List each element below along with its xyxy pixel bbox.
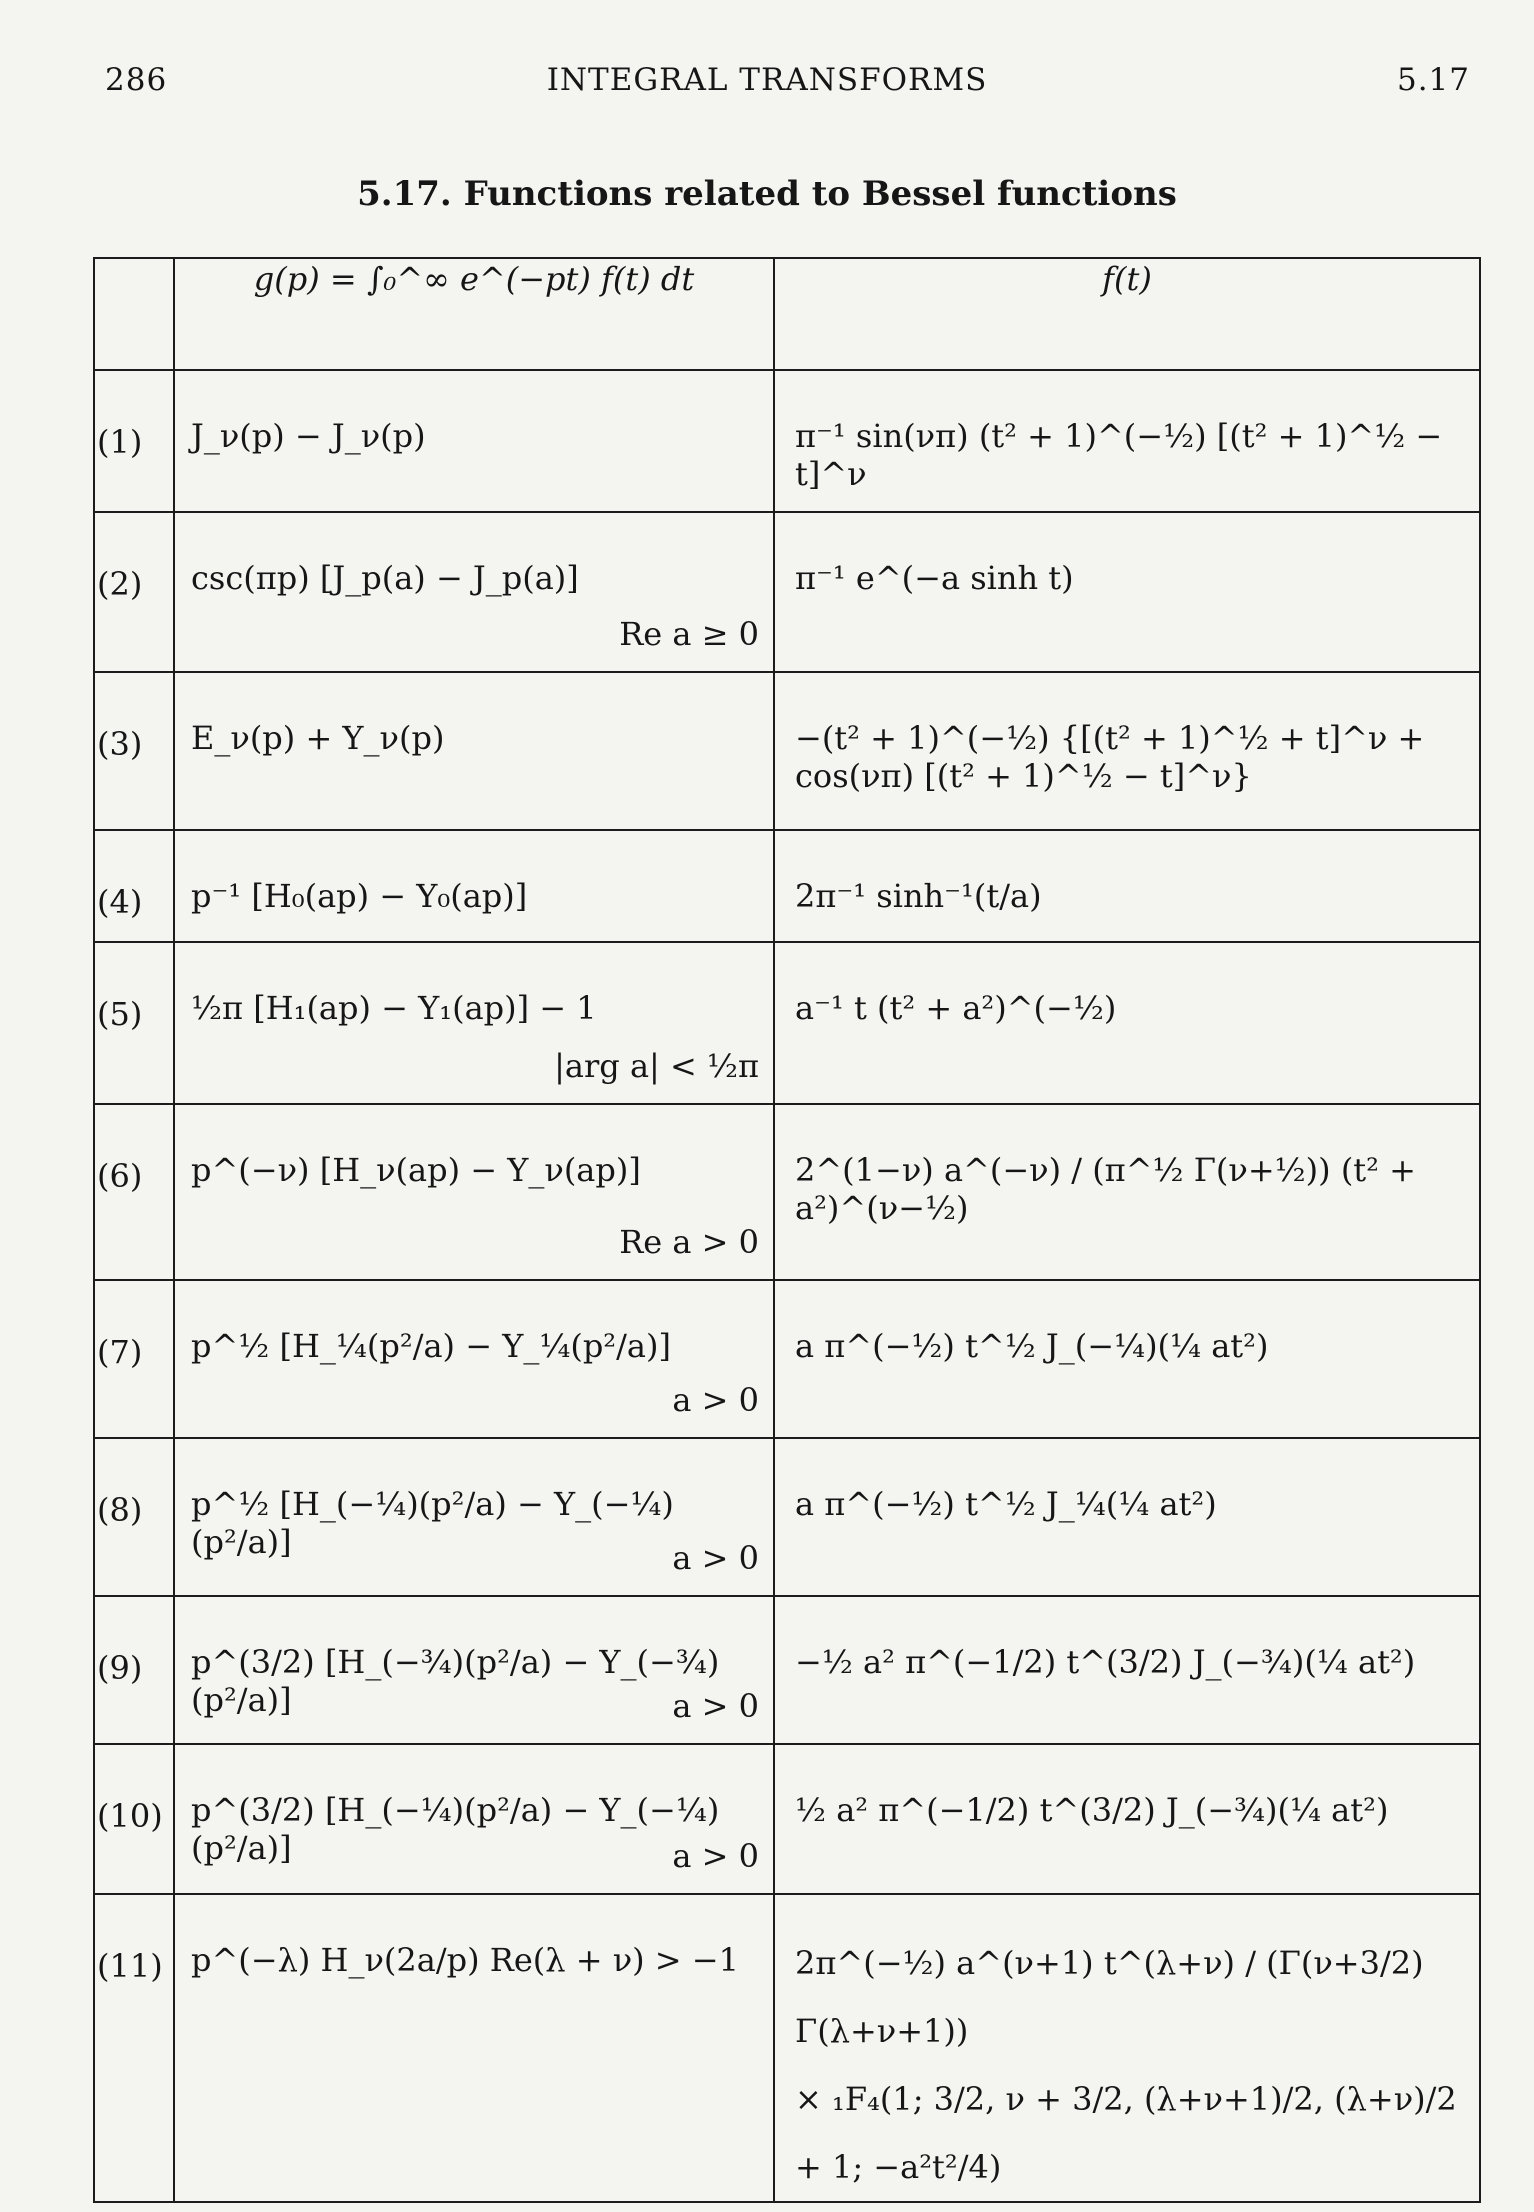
table-row [94, 1596, 1480, 1744]
condition: Re a > 0 [619, 1223, 759, 1261]
section-title: 5.17. Functions related to Bessel functions [357, 174, 1177, 214]
original-f: a π^(−½) t^½ J_(−¼)(¼ at²) [774, 1280, 1480, 1438]
row-number: (7) [94, 1280, 174, 1438]
table-header-row [94, 258, 1480, 370]
column-header-f: f(t) [774, 258, 1480, 370]
condition: Re a ≥ 0 [619, 615, 759, 653]
original-f: π⁻¹ sin(νπ) (t² + 1)^(−½) [(t² + 1)^½ − t]^ν [774, 370, 1480, 512]
original-f-line1: 2π^(−½) a^(ν+1) t^(λ+ν) / (Γ(ν+3/2) Γ(λ+ν+1)) [795, 1944, 1424, 2050]
table-row [94, 512, 1480, 672]
transform-g: csc(πp) [J_p(a) − J_p(a)] [191, 559, 579, 597]
row-number: (5) [94, 942, 174, 1104]
transform-table [93, 257, 1481, 2203]
page-number: 286 [105, 62, 168, 98]
transform-g: p^½ [H_¼(p²/a) − Y_¼(p²/a)] [191, 1327, 671, 1365]
table-row [94, 1438, 1480, 1596]
transform-g-cell [174, 1104, 774, 1280]
transform-g-cell [174, 1280, 774, 1438]
transform-g: J_ν(p) − J_ν(p) [191, 417, 426, 455]
table-row [94, 1280, 1480, 1438]
transform-g-cell [174, 830, 774, 942]
table-row [94, 1744, 1480, 1894]
original-f: a π^(−½) t^½ J_¼(¼ at²) [774, 1438, 1480, 1596]
transform-g-cell [174, 1438, 774, 1596]
transform-g: p^(3/2) [H_(−¼)(p²/a) − Y_(−¼)(p²/a)] [191, 1791, 720, 1867]
row-number: (3) [94, 672, 174, 830]
original-f: −(t² + 1)^(−½) {[(t² + 1)^½ + t]^ν + cos(νπ) [(t² + 1)^½ − t]^ν} [774, 672, 1480, 830]
condition: a > 0 [672, 1837, 759, 1875]
transform-g: p^(3/2) [H_(−¾)(p²/a) − Y_(−¾)(p²/a)] [191, 1643, 720, 1719]
original-f: 2π⁻¹ sinh⁻¹(t/a) [774, 830, 1480, 942]
transform-g-cell [174, 512, 774, 672]
table-row [94, 1104, 1480, 1280]
transform-g: p^½ [H_(−¼)(p²/a) − Y_(−¼)(p²/a)] [191, 1485, 674, 1561]
transform-g-cell [174, 672, 774, 830]
condition: |arg a| < ½π [554, 1047, 759, 1085]
condition: a > 0 [672, 1381, 759, 1419]
transform-g-cell [174, 370, 774, 512]
table-row [94, 672, 1480, 830]
original-f: a⁻¹ t (t² + a²)^(−½) [774, 942, 1480, 1104]
transform-g: p^(−λ) H_ν(2a/p) Re(λ + ν) > −1 [191, 1941, 739, 1979]
running-title: INTEGRAL TRANSFORMS [546, 62, 988, 98]
table-row [94, 1894, 1480, 2202]
row-number: (1) [94, 370, 174, 512]
row-number: (10) [94, 1744, 174, 1894]
row-number: (6) [94, 1104, 174, 1280]
transform-g-cell [174, 1596, 774, 1744]
transform-g: p⁻¹ [H₀(ap) − Y₀(ap)] [191, 877, 528, 915]
original-f: 2^(1−ν) a^(−ν) / (π^½ Γ(ν+½)) (t² + a²)^(ν−½) [774, 1104, 1480, 1280]
row-number: (4) [94, 830, 174, 942]
original-f: ½ a² π^(−1/2) t^(3/2) J_(−¾)(¼ at²) [774, 1744, 1480, 1894]
table-row [94, 942, 1480, 1104]
original-f: −½ a² π^(−1/2) t^(3/2) J_(−¾)(¼ at²) [774, 1596, 1480, 1744]
row-number: (2) [94, 512, 174, 672]
original-f-line2: × ₁F₄(1; 3/2, ν + 3/2, (λ+ν+1)/2, (λ+ν)/2 + 1; −a²t²/4) [795, 2080, 1457, 2186]
transform-g-cell [174, 942, 774, 1104]
row-number: (9) [94, 1596, 174, 1744]
transform-g-cell [174, 1894, 774, 2202]
transform-g: p^(−ν) [H_ν(ap) − Y_ν(ap)] [191, 1151, 641, 1189]
table-row [94, 830, 1480, 942]
row-number: (8) [94, 1438, 174, 1596]
header-blank-cell [94, 258, 174, 370]
transform-g: ½π [H₁(ap) − Y₁(ap)] − 1 [191, 989, 597, 1027]
table-row [94, 370, 1480, 512]
transform-g-cell [174, 1744, 774, 1894]
row-number: (11) [94, 1894, 174, 2202]
condition: a > 0 [672, 1539, 759, 1577]
condition: a > 0 [672, 1687, 759, 1725]
section-ref: 5.17 [1396, 62, 1470, 98]
original-f [774, 1894, 1480, 2202]
original-f: π⁻¹ e^(−a sinh t) [774, 512, 1480, 672]
transform-g: E_ν(p) + Y_ν(p) [191, 719, 445, 757]
column-header-g: g(p) = ∫₀^∞ e^(−pt) f(t) dt [174, 258, 774, 370]
